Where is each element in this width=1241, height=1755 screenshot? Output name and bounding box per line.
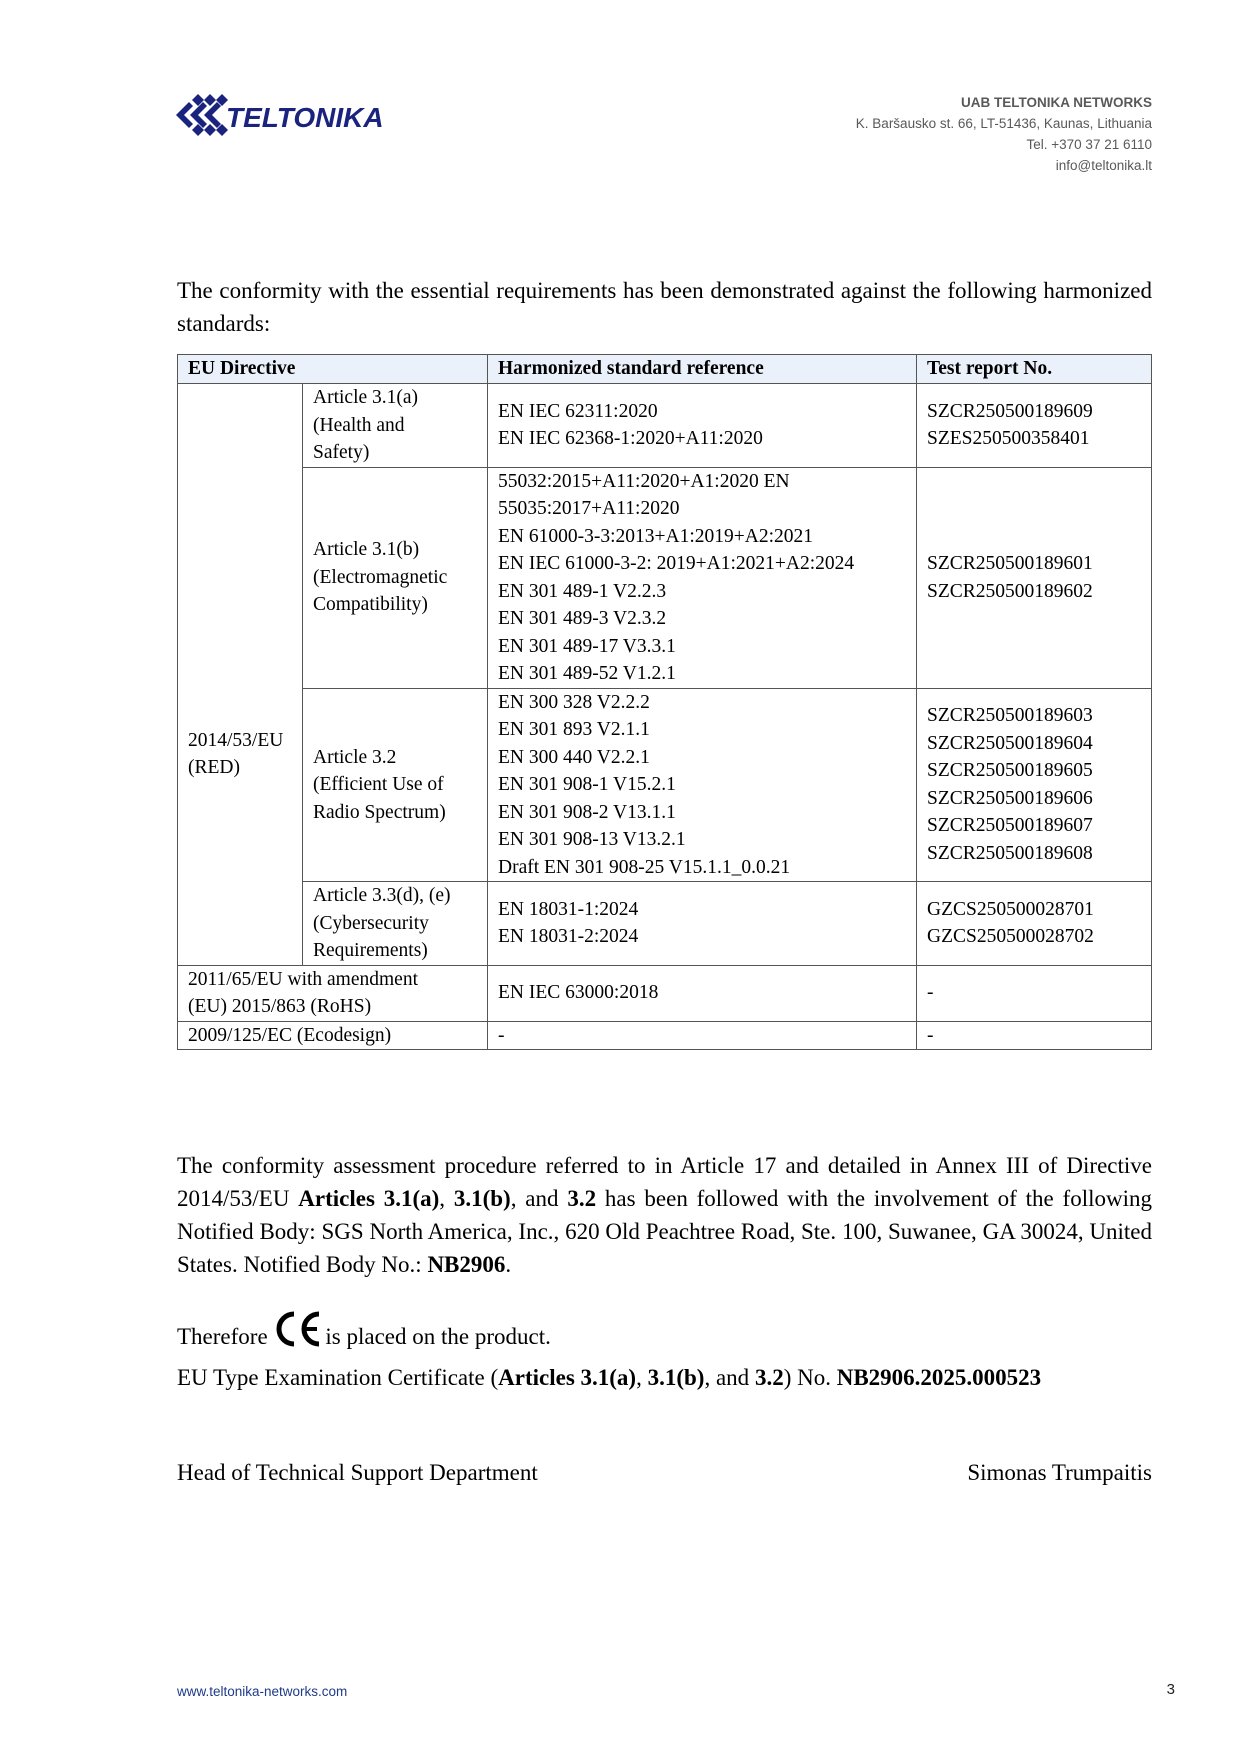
article-line: Article 3.2 xyxy=(313,746,397,768)
standard-ref: EN 301 489-17 V3.3.1 xyxy=(498,635,676,657)
certificate-text: ) No. xyxy=(783,1365,837,1390)
red-directive-cell xyxy=(178,384,303,966)
standard-ref: 55035:2017+A11:2020 xyxy=(498,498,680,519)
report-no: SZES250500358401 xyxy=(927,428,1090,450)
standards-cell xyxy=(488,688,917,882)
ce-text-after: is placed on the product. xyxy=(325,1324,551,1349)
signatory-title: Head of Technical Support Department xyxy=(177,1460,538,1485)
assessment-text: . xyxy=(505,1252,512,1277)
header-test-report: Test report No. xyxy=(917,355,1152,384)
company-phone: Tel. +370 37 21 6110 xyxy=(1026,137,1152,152)
article-line: (Efficient Use of xyxy=(313,774,444,795)
certificate-text: , and xyxy=(704,1365,755,1390)
standard-ref: 55032:2015+A11:2020+A1:2020 EN xyxy=(498,470,790,492)
standard-ref: EN 300 440 V2.2.1 xyxy=(498,746,650,768)
certificate-text: , xyxy=(636,1365,648,1390)
assessment-paragraph xyxy=(177,1149,1152,1281)
table-row-ecodesign xyxy=(178,1021,1152,1050)
ecodesign-directive: 2009/125/EC (Ecodesign) xyxy=(178,1021,488,1050)
standard-ref: EN 301 893 V2.1.1 xyxy=(498,719,650,740)
standard-ref: EN 18031-2:2024 xyxy=(498,926,639,948)
reports-cell xyxy=(917,688,1152,882)
red-directive-label: 2014/53/EU xyxy=(188,729,284,751)
reports-cell xyxy=(917,384,1152,468)
article-line: Requirements) xyxy=(313,940,428,961)
certificate-bold: Articles 3.1(a) xyxy=(498,1365,637,1390)
table-row xyxy=(178,384,1152,468)
red-directive-abbr: (RED) xyxy=(188,757,240,779)
rohs-report: - xyxy=(917,965,1152,1021)
article-line: (Electromagnetic xyxy=(313,566,448,588)
ce-statement xyxy=(177,1310,1152,1353)
page-number: 3 xyxy=(1166,1681,1175,1698)
assessment-bold: Articles 3.1(a) xyxy=(298,1186,440,1211)
certificate-statement xyxy=(177,1361,1152,1394)
notified-body-number: NB2906 xyxy=(427,1252,506,1277)
company-info xyxy=(856,92,1152,176)
company-address: K. Baršausko st. 66, LT-51436, Kaunas, Lithuania xyxy=(855,116,1152,131)
rohs-standard: EN IEC 63000:2018 xyxy=(488,965,917,1021)
header-harmonized-standard: Harmonized standard reference xyxy=(488,355,917,384)
article-line: Compatibility) xyxy=(313,594,428,616)
standard-ref: EN 301 908-13 V13.2.1 xyxy=(498,829,686,850)
ce-mark-icon xyxy=(273,1310,325,1348)
article-line: Radio Spectrum) xyxy=(313,801,446,823)
article-cell xyxy=(303,384,488,468)
article-cell xyxy=(303,882,488,966)
rohs-directive-cell xyxy=(178,965,488,1021)
ce-text-before: Therefore xyxy=(177,1324,274,1349)
logo-wordmark: TELTONIKA xyxy=(226,102,384,133)
assessment-bold: 3.2 xyxy=(567,1186,597,1211)
standards-table xyxy=(177,354,1152,1050)
table-row xyxy=(178,688,1152,882)
footer-website-link[interactable]: www.teltonika-networks.com xyxy=(177,1684,348,1699)
standard-ref: Draft EN 301 908-25 V15.1.1_0.0.21 xyxy=(498,856,791,878)
reports-cell xyxy=(917,882,1152,966)
certificate-bold: 3.1(b) xyxy=(647,1365,705,1390)
article-cell xyxy=(303,467,488,688)
intro-paragraph: The conformity with the essential requirements has been demonstrated against the following harmonized standards: xyxy=(177,278,1152,336)
article-line: Article 3.1(a) xyxy=(313,387,419,408)
report-no: SZCR250500189608 xyxy=(927,842,1093,864)
report-no: SZCR250500189605 xyxy=(927,760,1093,782)
standards-cell xyxy=(488,467,917,688)
standard-ref: EN 301 489-3 V2.3.2 xyxy=(498,608,667,629)
report-no: SZCR250500189601 xyxy=(927,553,1093,574)
reports-cell xyxy=(917,467,1152,688)
assessment-text: , and xyxy=(510,1186,568,1211)
standard-ref: EN IEC 62311:2020 xyxy=(498,400,658,422)
report-no: SZCR250500189609 xyxy=(927,400,1093,422)
standard-ref: EN IEC 61000-3-2: 2019+A1:2021+A2:2024 xyxy=(498,553,855,574)
assessment-bold: 3.1(b) xyxy=(453,1186,511,1211)
certificate-text: EU Type Examination Certificate ( xyxy=(177,1365,499,1390)
article-cell xyxy=(303,688,488,882)
article-line: Safety) xyxy=(313,442,370,463)
standard-ref: EN 300 328 V2.2.2 xyxy=(498,691,650,713)
company-email[interactable]: info@teltonika.lt xyxy=(1055,158,1152,173)
report-no: SZCR250500189607 xyxy=(927,815,1093,837)
standard-ref: EN 301 489-1 V2.2.3 xyxy=(498,580,667,602)
report-no: SZCR250500189604 xyxy=(927,732,1093,754)
standard-ref: EN IEC 62368-1:2020+A11:2020 xyxy=(498,428,763,450)
article-line: Article 3.3(d), (e) xyxy=(313,885,451,906)
assessment-text: , xyxy=(439,1186,454,1211)
assessment-text: has been followed with the involvement of the following Notified Body: SGS North America, Inc., 620 Old Peachtree Road, Ste. 100, Suwanee, GA 30024, United States. Notified Body No.: xyxy=(177,1186,1152,1277)
table-row-rohs xyxy=(178,965,1152,1021)
report-no: SZCR250500189603 xyxy=(927,705,1093,727)
header-eu-directive: EU Directive xyxy=(178,355,488,384)
ecodesign-standard: - xyxy=(488,1021,917,1050)
report-no: SZCR250500189606 xyxy=(927,787,1093,809)
signatory-name: Simonas Trumpaitis xyxy=(967,1460,1152,1485)
ecodesign-report: - xyxy=(917,1021,1152,1050)
article-line: (Health and xyxy=(313,414,405,436)
article-line: (Cybersecurity xyxy=(313,912,429,934)
table-row xyxy=(178,882,1152,966)
company-name: UAB TELTONIKA NETWORKS xyxy=(961,95,1152,110)
rohs-directive-line: (EU) 2015/863 (RoHS) xyxy=(188,996,372,1017)
standards-cell xyxy=(488,384,917,468)
assessment-text: The conformity assessment procedure referred to in Article 17 and detailed in Annex III of Directive 2014/53/EU xyxy=(177,1153,1152,1211)
standard-ref: EN 61000-3-3:2013+A1:2019+A2:2021 xyxy=(498,525,814,547)
teltonika-logo xyxy=(174,92,424,142)
rohs-directive-line: 2011/65/EU with amendment xyxy=(188,968,418,990)
standards-cell xyxy=(488,882,917,966)
report-no: GZCS250500028702 xyxy=(927,926,1094,948)
certificate-number: NB2906.2025.000523 xyxy=(836,1365,1042,1390)
standard-ref: EN 301 489-52 V1.2.1 xyxy=(498,663,676,684)
standard-ref: EN 301 908-2 V13.1.1 xyxy=(498,801,676,823)
article-line: Article 3.1(b) xyxy=(313,539,420,561)
standard-ref: EN 18031-1:2024 xyxy=(498,898,639,920)
certificate-bold: 3.2 xyxy=(754,1365,784,1390)
table-header-row xyxy=(178,355,1152,384)
report-no: GZCS250500028701 xyxy=(927,898,1094,920)
table-row xyxy=(178,467,1152,688)
report-no: SZCR250500189602 xyxy=(927,580,1093,602)
standard-ref: EN 301 908-1 V15.2.1 xyxy=(498,774,676,795)
